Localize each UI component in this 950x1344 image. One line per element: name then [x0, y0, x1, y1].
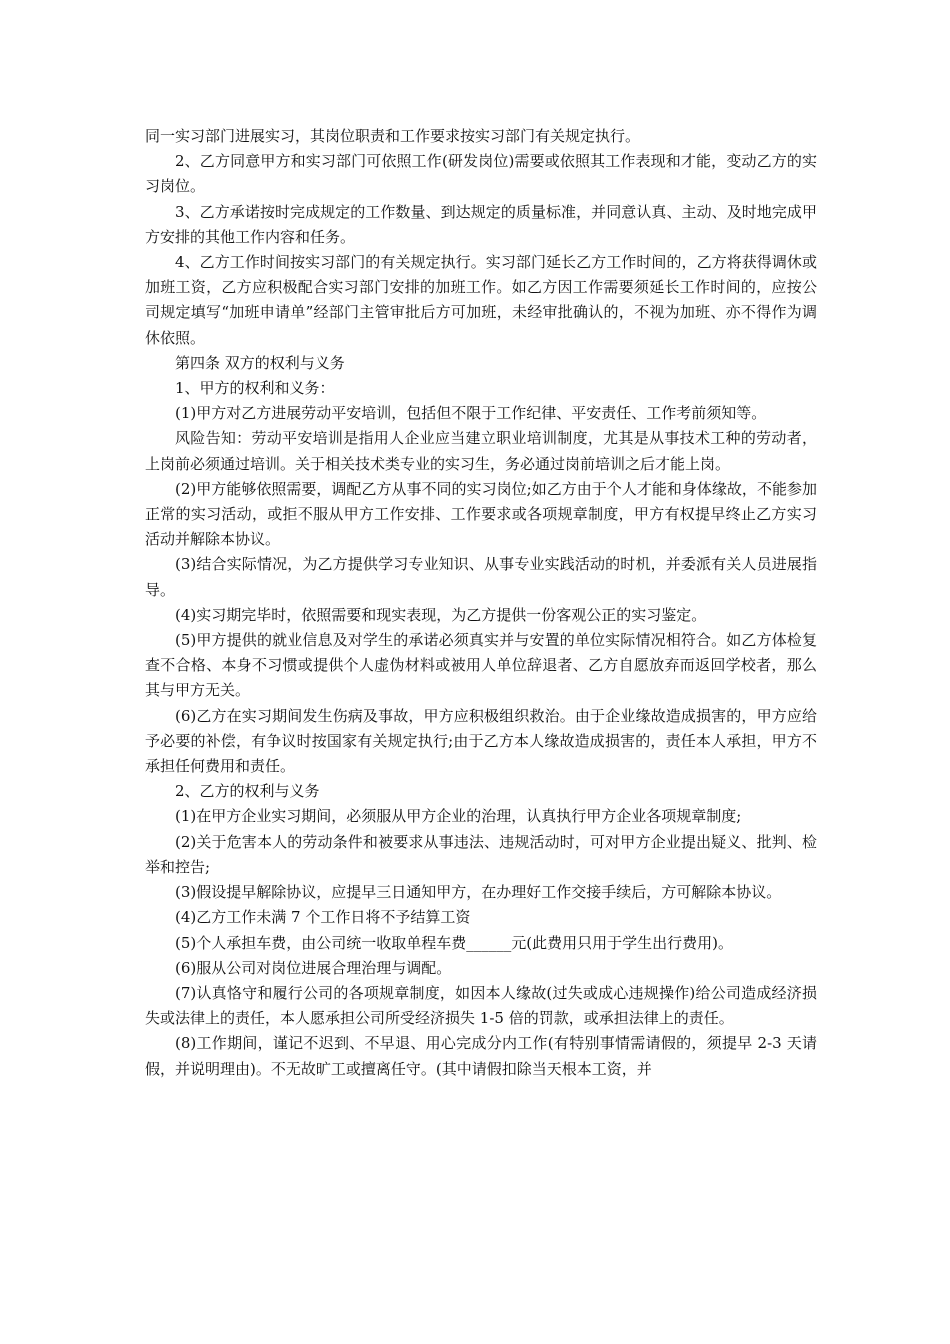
paragraph: 同一实习部门进展实习，其岗位职责和工作要求按实习部门有关规定执行。 — [145, 127, 641, 145]
paragraph: (6)服从公司对岗位进展合理治理与调配。 — [175, 958, 452, 977]
risk-notice: 风险告知：劳动平安培训是指用人企业应当建立职业培训制度，尤其是从事技术工种的劳动者，上岗前必须通过培训。关于相关技术类专业的实习生，务必通过岗前培训之后才能上岗。 — [145, 429, 817, 473]
paragraph: 4、乙方工作时间按实习部门的有关规定执行。实习部门延长乙方工作时间的，乙方将获得调休或加班工资，乙方应积极配合实习部门安排的加班工作。如乙方因工作需要须延长工作时间的，应按公司规定填写“加班申请单”经部门主管审批后方可加班，未经审批确认的，不视为加班、亦不得作为调休依照。 — [145, 253, 817, 347]
paragraph: 3、乙方承诺按时完成规定的工作数量、到达规定的质量标准，并同意认真、主动、及时地完成甲方安排的其他工作内容和任务。 — [145, 202, 817, 246]
paragraph: (5)个人承担车费，由公司统一收取单程车费______元(此费用只用于学生出行费用)。 — [175, 933, 733, 952]
paragraph: (1)甲方对乙方进展劳动平安培训，包括但不限于工作纪律、平安责任、工作考前须知等。 — [175, 404, 767, 423]
paragraph: (3)结合实际情况，为乙方提供学习专业知识、从事专业实践活动的时机，并委派有关人员进展指导。 — [145, 555, 817, 599]
paragraph: (5)甲方提供的就业信息及对学生的承诺必须真实并与安置的单位实际情况相符合。如乙方体检复查不合格、本身不习惯或提供个人虚伪材料或被用人单位辞退者、乙方自愿放弃而返回学校者，那么其与甲方无关。 — [145, 631, 817, 700]
paragraph: (3)假设提早解除协议，应提早三日通知甲方，在办理好工作交接手续后，方可解除本协议。 — [175, 883, 782, 902]
paragraph: (2)甲方能够依照需要，调配乙方从事不同的实习岗位;如乙方由于个人才能和身体缘故，不能参加正常的实习活动，或拒不服从甲方工作安排、工作要求或各项规章制度，甲方有权提早终止乙方实习活动并解除本协议。 — [145, 479, 817, 549]
paragraph: (6)乙方在实习期间发生伤病及事故，甲方应积极组织救治。由于企业缘故造成损害的，甲方应给予必要的补偿，有争议时按国家有关规定执行;由于乙方本人缘故造成损害的，责任本人承担，甲方不承担任何费用和责任。 — [145, 706, 817, 776]
subsection-heading: 1、甲方的权利和义务： — [175, 379, 335, 398]
subsection-heading: 2、乙方的权利与义务 — [175, 782, 320, 801]
paragraph: (8)工作期间，谨记不迟到、不早退、用心完成分内工作(有特别事情需请假的，须提早 2-3 天请假，并说明理由)。不无故旷工或擅离任守。(其中请假扣除当天根本工资，并 — [145, 1034, 817, 1078]
paragraph: (7)认真恪守和履行公司的各项规章制度，如因本人缘故(过失或成心违规操作)给公司造成经济损失或法律上的责任，本人愿承担公司所受经济损失 1-5 倍的罚款，或承担法律上的责任。 — [145, 983, 817, 1028]
section-heading: 第四条 双方的权利与义务 — [175, 353, 345, 372]
paragraph: (2)关于危害本人的劳动条件和被要求从事违法、违规活动时，可对甲方企业提出疑义、批判、检举和控告; — [145, 832, 817, 876]
paragraph: 2、乙方同意甲方和实习部门可依照工作(研发岗位)需要或依照其工作表现和才能，变动乙方的实习岗位。 — [145, 152, 817, 196]
paragraph: (4)实习期完毕时，依照需要和现实表现，为乙方提供一份客观公正的实习鉴定。 — [175, 605, 707, 624]
document-page — [145, 124, 817, 1082]
paragraph: (4)乙方工作未满 7 个工作日将不予结算工资 — [175, 908, 471, 927]
paragraph: (1)在甲方企业实习期间，必须服从甲方企业的治理，认真执行甲方企业各项规章制度; — [175, 807, 742, 826]
